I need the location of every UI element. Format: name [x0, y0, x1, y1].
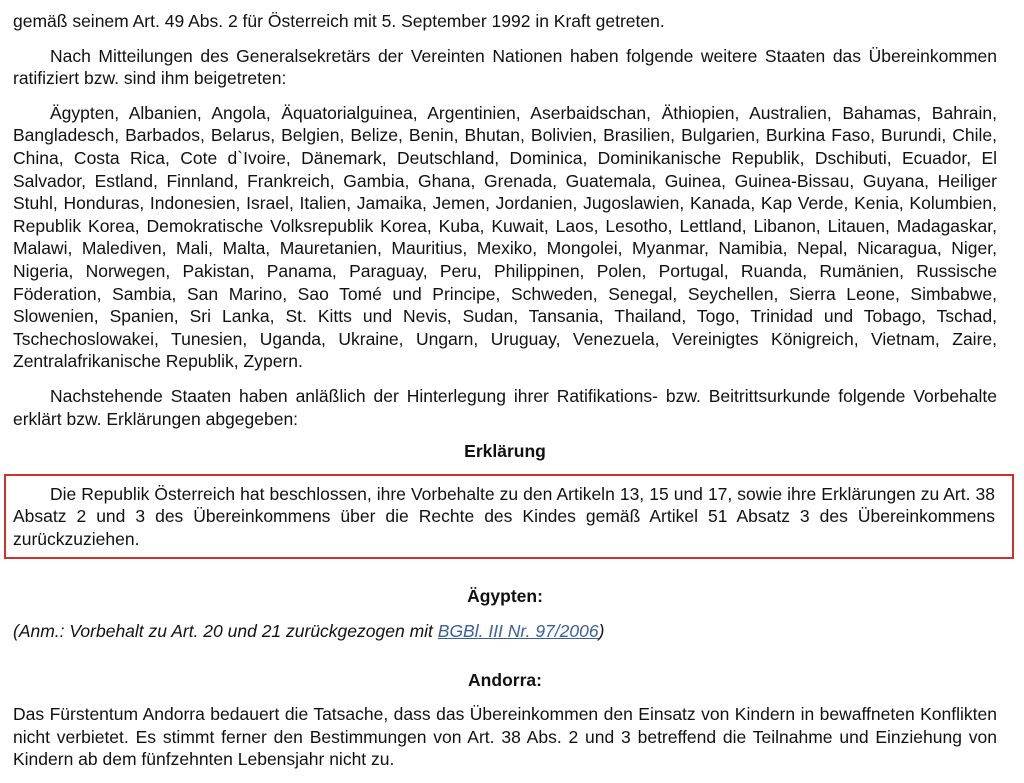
- paragraph-andorra: Das Fürstentum Andorra bedauert die Tatsache, dass das Übereinkommen den Einsatz von Kindern in bewaffneten Konflikten nicht verbietet. Es stimmt ferner den Bestimmungen von Art. 38 Abs. 2 und 3 betreffend die Teilnahme und Einziehung von Kindern ab dem fünfzehnten Lebensjahr nicht zu.: [13, 704, 997, 770]
- note-aegypten: [13, 620, 997, 643]
- document-body: [13, 10, 997, 771]
- paragraph-entry-into-force: gemäß seinem Art. 49 Abs. 2 für Österreich mit 5. September 1992 in Kraft getreten.: [13, 11, 665, 31]
- highlighted-declaration-box: [4, 474, 1014, 560]
- note-prefix: (Anm.: Vorbehalt zu Art. 20 und 21 zurückgezogen mit: [13, 621, 438, 642]
- note-suffix: ): [598, 621, 605, 642]
- heading-erklaerung: Erklärung: [464, 441, 546, 462]
- heading-aegypten: Ägypten:: [467, 586, 543, 607]
- heading-andorra: Andorra:: [468, 669, 542, 690]
- states-list: Ägypten, Albanien, Angola, Äquatorialguinea, Argentinien, Aserbaidschan, Äthiopien, Australien, Bahamas, Bahrain, Bangladesch, Barbados, Belarus, Belgien, Belize, Benin, Bhutan, Bolivien, Brasilien, Bulgarien, Burkina Faso, Burundi, Chile, China, Costa Rica, Cote d`Ivoire, Dänemark, Deutschland, Dominica, Dominikanische Republik, Dschibuti, Ecuador, El Salvador, Estland, Finnland, Frankreich, Gambia, Ghana, Grenada, Guatemala, Guinea, Guinea-Bissau, Guyana, Heiliger Stuhl, Honduras, Indonesien, Israel, Italien, Jamaika, Jemen, Jordanien, Jugoslawien, Kanada, Kap Verde, Kenia, Kolumbien, Republik Korea, Demokratische Volksrepublik Korea, Kuba, Kuwait, Laos, Lesotho, Lettland, Libanon, Litauen, Madagaskar, Malawi, Malediven, Mali, Malta, Mauretanien, Mauritius, Mexiko, Mongolei, Myanmar, Namibia, Nepal, Nicaragua, Niger, Nigeria, Norwegen, Pakistan, Panama, Paraguay, Peru, Philippinen, Polen, Portugal, Ruanda, Rumänien, Russische Föderation, Sambia, San Marino, Sao Tomé und Principe, Schweden, Senegal, Seychellen, Sierra Leone, Simbabwe, Slowenien, Spanien, Sri Lanka, St. Kitts und Nevis, Sudan, Tansania, Thailand, Togo, Trinidad und Tobago, Tschad, Tschechoslowakei, Tunesien, Uganda, Ukraine, Ungarn, Uruguay, Venezuela, Vereinigtes Königreich, Vietnam, Zaire, Zentralafrikanische Republik, Zypern.: [13, 102, 997, 372]
- bgbl-link[interactable]: BGBl. III Nr. 97/2006: [437, 621, 599, 642]
- declaration-austria-text: Die Republik Österreich hat beschlossen, ihre Vorbehalte zu den Artikeln 13, 15 und 17, sowie ihre Erklärungen zu Art. 38 Absatz 2 und 3 des Übereinkommens über die Rechte des Kindes gemäß Artikel 51 Absatz 3 des Übereinkommens zurückzuziehen.: [13, 483, 995, 549]
- paragraph-ratification-intro: Nach Mitteilungen des Generalsekretärs der Vereinten Nationen haben folgende weitere Staaten das Übereinkommen ratifiziert bzw. sind ihm beigetreten:: [13, 45, 997, 89]
- paragraph-reservations-intro: Nachstehende Staaten haben anläßlich der Hinterlegung ihrer Ratifikations- bzw. Beitrittsurkunde folgende Vorbehalte erklärt bzw. Erklärungen abgegeben:: [13, 385, 997, 429]
